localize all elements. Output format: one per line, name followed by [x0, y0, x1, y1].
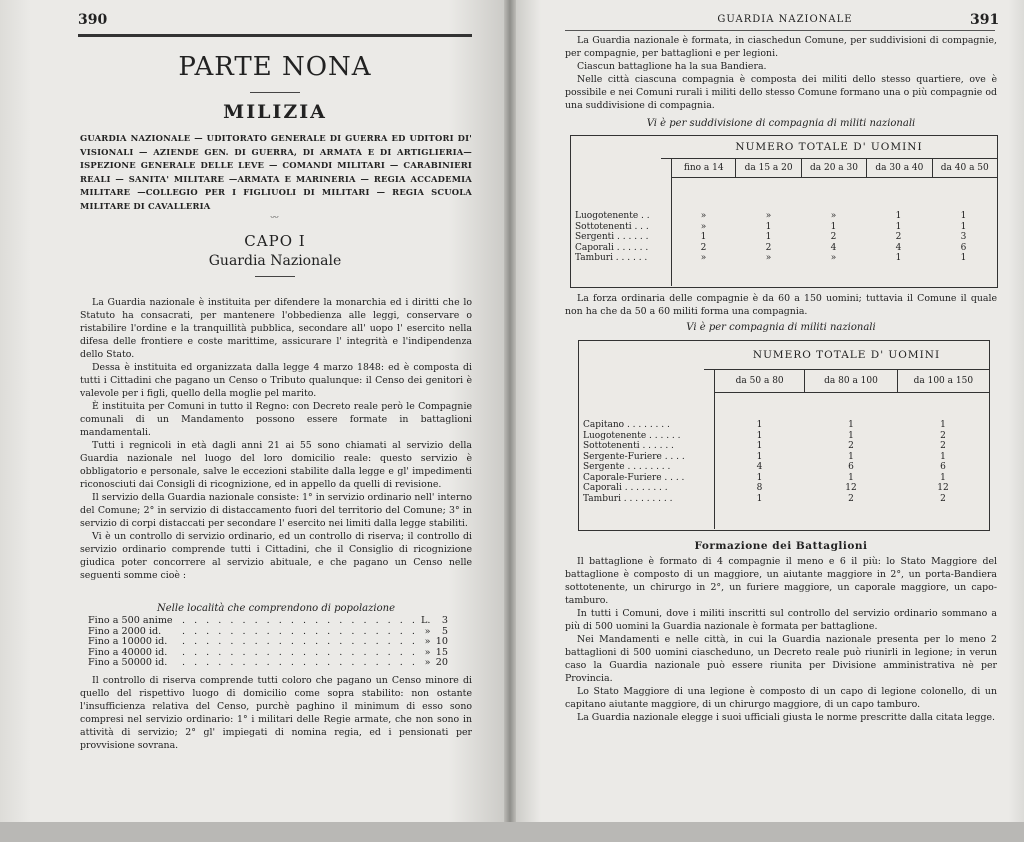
- chapter-title: Guardia Nazionale: [208, 253, 342, 269]
- section-title: MILIZIA: [223, 101, 327, 123]
- ornament: 〰: [270, 213, 280, 222]
- table1-header: [671, 159, 997, 178]
- census-row: Fino a 40000 id. . . . . . . . . . . . . . . . . . . . . » 15: [88, 646, 448, 658]
- paragraph: La forza ordinaria delle compagnie è da 60 a 150 uomini; tuttavia il Comune il quale non ha che da 50 a 60 militi forma una compagnia.: [565, 293, 997, 317]
- paragraph: Dessa è instituita ed organizzata dalla legge 4 marzo 1848: ed è composta di tutti i Cittadini che pagano un Censo o Tributo qualunque: il Censo dei genitori è valevole per i figli, quello della moglie pel marito.: [80, 362, 472, 399]
- paragraph: Vi è un controllo di servizio ordinario, ed un controllo di riserva; il controllo di servizio ordinario comprende tutti i Cittadini, che il Consiglio di ricognizione giudica poter concorrere al servizio abituale, e che pagano un Censo nelle seguenti somme cioè :: [80, 531, 472, 581]
- paragraph: Il controllo di riserva comprende tutti coloro che pagano un Censo minore di quello del rispettivo luogo di domicilio come sopra stabilito: non ostante l'insufficienza relativa del Censo, purchè paghino il minimum di esso sono compresi nel servizio ordinario: 1° i militari delle Regie armate, che non sono in attività di servizio; 2° gl' impiegati di nomina regia, ed i pensionati per provvisione sovrana.: [80, 675, 472, 751]
- paragraph: È instituita per Comuni in tutto il Regno: con Decreto reale però le Compagnie comunali di un Mandamento possono essere formate in battaglioni mandamentali.: [80, 401, 472, 438]
- paragraph: La Guardia nazionale elegge i suoi ufficiali giusta le norme prescritte dalla citata legge.: [577, 712, 996, 723]
- paragraph: Il battaglione è formato di 4 compagnie il meno e 6 il più: lo Stato Maggiore del battaglione è composto di un maggiore, un aiutante maggiore in 2°, un porta-Bandiera sottotenente, un chirurgo in 2°, un furiere maggiore, un caporale maggiore, un capo-tamburo.: [565, 556, 997, 606]
- census-list: [88, 616, 448, 669]
- paragraph: In tutti i Comuni, dove i militi inscritti sul controllo del servizio ordinario sommano a più di 500 uomini la Guardia nazionale è formata per battaglione.: [565, 608, 997, 632]
- chapter-divider: [255, 276, 295, 277]
- table-row: Caporale-Furiere . . . . 1 1 1: [583, 472, 946, 483]
- table-row: Sergenti . . . . . . 1 1 2 2 3: [575, 232, 967, 242]
- table2-title: NUMERO TOTALE D' UOMINI: [704, 341, 989, 370]
- census-row: Fino a 10000 id. . . . . . . . . . . . . . . . . . . . . » 10: [88, 636, 448, 648]
- table2: [578, 340, 990, 531]
- census-heading: Nelle località che comprendono di popolazione: [157, 603, 395, 614]
- table1-body: [571, 178, 997, 264]
- left-page: [0, 0, 510, 842]
- column-header: da 20 a 30: [801, 159, 866, 177]
- left-closing-text: [80, 674, 472, 752]
- table-row: Sottotenenti . . . . . . 1 2 2: [583, 441, 946, 451]
- part-title: PARTE NONA: [178, 52, 372, 82]
- column-header: da 80 a 100: [804, 370, 896, 392]
- table-row: Caporali . . . . . . 2 2 4 4 6: [575, 242, 967, 253]
- table1-divider: [671, 177, 672, 286]
- table-row: Luogotenente . . » » » 1 1: [575, 211, 967, 221]
- table-row: Sottotenenti . . . » 1 1 1 1: [575, 221, 967, 232]
- column-header: da 30 a 40: [866, 159, 931, 177]
- paragraph: La Guardia nazionale è instituita per difendere la monarchia ed i diritti che lo Statuto ha consacrati, per mantenere l'obbedienza alle leggi, conservare o ristabilire l'ordine e la tranquillità pubblica, secondare all' uopo l' esercito nella difesa delle frontiere e coste marittime, assicurare l' integrità e l'indipendenza dello Stato.: [80, 297, 472, 360]
- census-row: Fino a 50000 id. . . . . . . . . . . . . . . . . . . . . » 20: [88, 657, 448, 669]
- paragraph: Il servizio della Guardia nazionale consiste: 1° in servizio ordinario nell' interno del Comune; 2° in servizio di distaccamento fuori del territorio del Comune; 3° in servizio di corpi distaccati per secondare l' esercito nei limiti dalla legge stabiliti.: [80, 492, 472, 529]
- table1: [570, 135, 998, 288]
- census-row: Fino a 500 anime . . . . . . . . . . . . . . . . . . . . L. 3: [88, 615, 448, 626]
- column-header: da 15 a 20: [735, 159, 800, 177]
- page-bottom-edge: [0, 822, 1024, 842]
- table1-title: NUMERO TOTALE D' UOMINI: [661, 136, 997, 159]
- page-number-right: 391: [970, 12, 1000, 28]
- right-intro-text: [565, 34, 997, 112]
- header-rule: [565, 30, 995, 31]
- title-divider: [250, 92, 300, 93]
- paragraph: Nei Mandamenti e nelle città, in cui la Guardia nazionale presenta per lo meno 2 battaglioni di 500 uomini ciascheduno, un Decreto reale può riunirli in legione; in verun caso la Guardia nazionale può essere riunita per Divisione amministrativa nè per Provincia.: [565, 634, 997, 684]
- running-head: GUARDIA NAZIONALE: [717, 14, 853, 25]
- table-row: Capitano . . . . . . . . 1 1 1: [583, 420, 946, 430]
- column-header: da 40 a 50: [932, 159, 997, 177]
- table-row: Tamburi . . . . . . » » » 1 1: [575, 253, 967, 263]
- page-number-left: 390: [78, 12, 108, 28]
- column-header: da 50 a 80: [714, 370, 804, 392]
- table-row: Tamburi . . . . . . . . . 1 2 2: [583, 493, 946, 504]
- right-page: [510, 0, 1024, 842]
- left-body-text: [80, 296, 472, 582]
- census-row: Fino a 2000 id. . . . . . . . . . . . . . . . . . . . . » 5: [88, 625, 448, 637]
- column-header: da 100 a 150: [897, 370, 989, 392]
- table-row: Sergente . . . . . . . . 4 6 6: [583, 462, 946, 472]
- book-gutter: [504, 0, 516, 842]
- paragraph: Nelle città ciascuna compagnia è composta dei militi dello stesso quartiere, ove è possibile e nei Comuni rurali i militi dello stesso Comune formano una o più compagnie od una suddivisione di compagnia.: [565, 74, 997, 111]
- paragraph: Tutti i regnicoli in età dagli anni 21 ai 55 sono chiamati al servizio della Guardia nazionale nel luogo del loro domicilio reale: questo servizio è obbligatorio e personale, salve le eccezioni stabilite dalla legge e gl' impedimenti riconosciuti dai Consigli di ricognizione, ed in appello da quelli di revisione.: [80, 440, 472, 490]
- right-battalion-text: [565, 555, 997, 724]
- paragraph: Ciascun battaglione ha la sua Bandiera.: [577, 61, 767, 72]
- table2-body: [579, 393, 989, 504]
- table2-caption: Vi è per compagnia di militi nazionali: [686, 322, 876, 333]
- header-rule: [78, 34, 472, 37]
- paragraph: Lo Stato Maggiore di una legione è composto di un capo di legione colonello, di un capitano aiutante maggiore, di un chirurgo maggiore, di un capo tamburo.: [565, 686, 997, 710]
- right-between-text: [565, 292, 997, 318]
- battalion-heading: Formazione dei Battaglioni: [694, 540, 868, 552]
- table2-divider: [714, 392, 715, 529]
- paragraph: La Guardia nazionale è formata, in ciaschedun Comune, per suddivisioni di compagnie, per compagnie, per battaglioni e per legioni.: [565, 35, 997, 59]
- column-header: fino a 14: [671, 159, 735, 177]
- table-row: Caporali . . . . . . . . 8 12 12: [583, 483, 949, 493]
- table-row: Sergente-Furiere . . . . 1 1 1: [583, 451, 946, 462]
- table2-header: [714, 370, 989, 393]
- chapter-number: CAPO I: [244, 232, 306, 250]
- table-row: Luogotenente . . . . . . 1 1 2: [583, 430, 946, 441]
- table1-caption: Vi è per suddivisione di compagnia di militi nazionali: [646, 118, 916, 129]
- table-of-contents: GUARDIA NAZIONALE — UDITORATO GENERALE DI GUERRA ED UDITORI DI' VISIONALI — AZIENDE GEN. DI GUERRA, DI ARMATA E DI ARTIGLIERIA— ISPEZIONE GENERALE DELLE LEVE — COMANDI MILITARI — CARABINIERI REALI — SANITA' MILITARE —ARMATA E MARINERIA — REGIA ACCADEMIA MILITARE —COLLEGIO PER I FIGLIUOLI DI MILITARI — REGIA SCUOLA MILITARE DI CAVALLERIA: [80, 133, 472, 211]
